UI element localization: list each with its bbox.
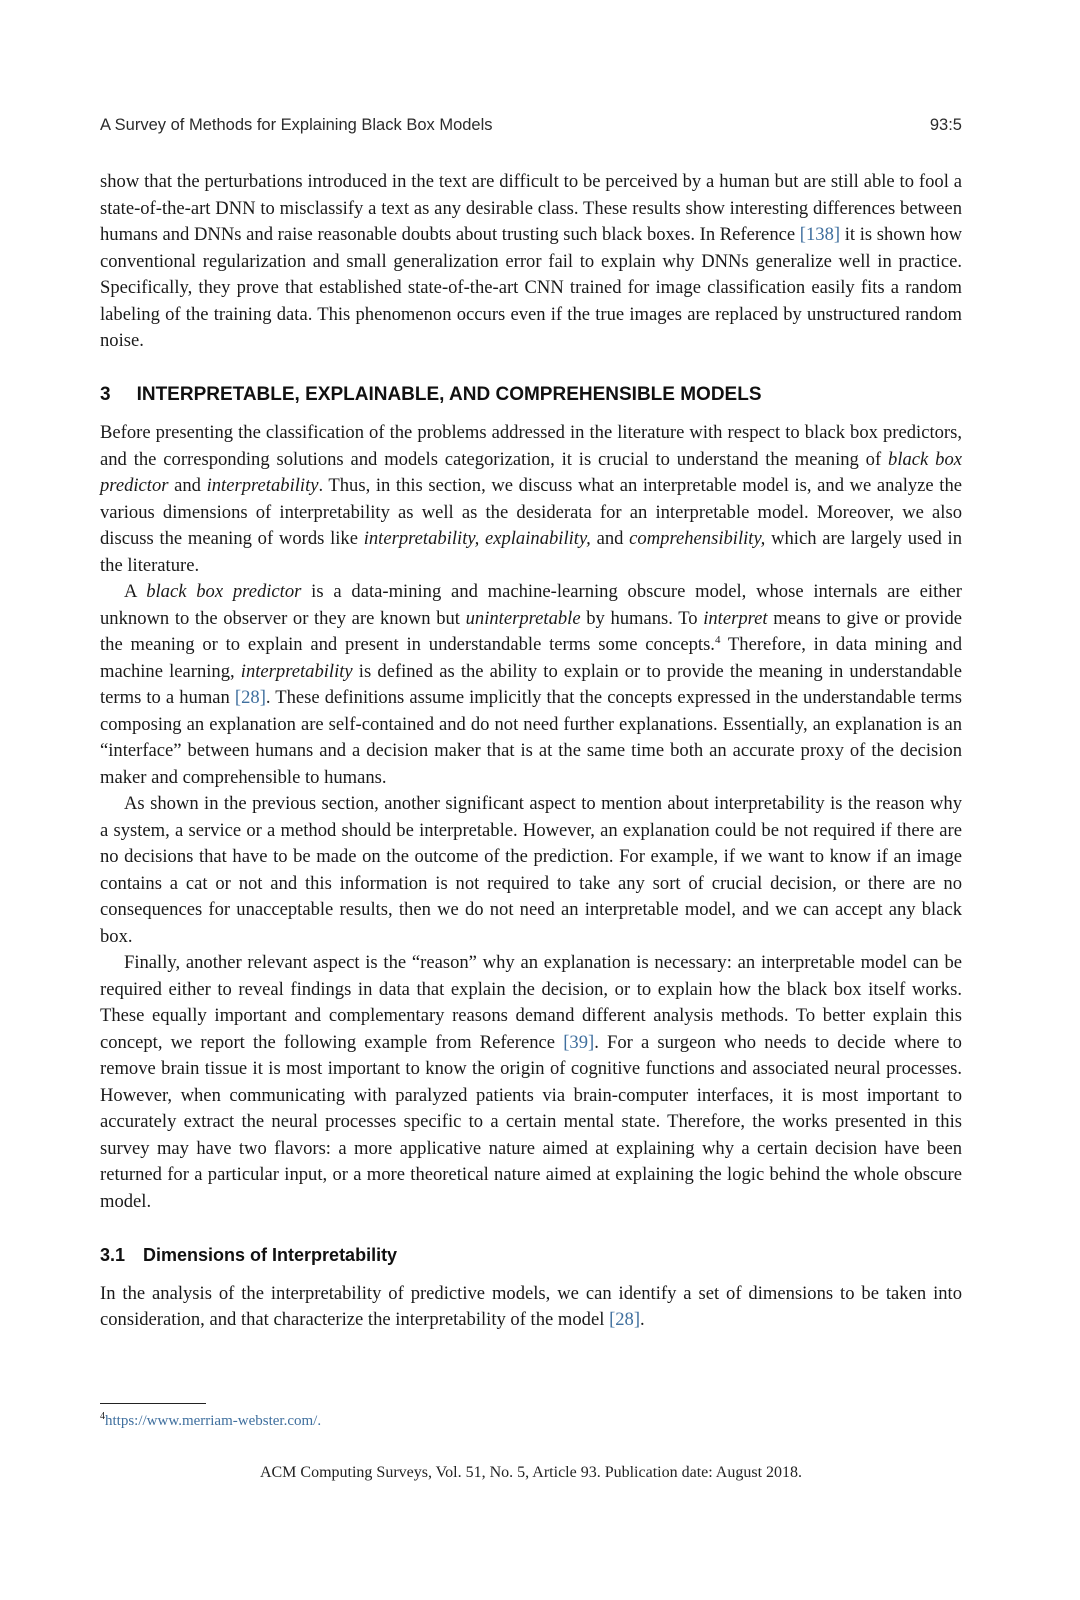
text-run: Before presenting the classification of the problems addressed in the literature with respect to black box predictors, and the corresponding solutions and models categorization, it is crucial to understand the meaning of [100, 422, 962, 470]
text-run: by humans. To [580, 607, 704, 629]
text-run: As shown in the previous section, another significant aspect to mention about interpretability is the reason why a system, a service or a method should be interpretable. However, an explanation could be not required if there are no decisions that have to be made on the outcome of the prediction. For example, if we want to know if an image contains a cat or not and this information is not required to take any sort of crucial decision, or there are no consequences for unacceptable results, then we do not need an interpretable model, and we can accept any black box. [100, 793, 962, 947]
paragraph [100, 950, 962, 1215]
text-run: . [640, 1309, 645, 1330]
section-number: 3.1 [100, 1245, 126, 1265]
text-run: . For a surgeon who needs to decide where to remove brain tissue it is most important to know the origin of cognitive functions and associated neural processes. However, when communicating with paralyzed patients via brain-computer interfaces, it is most important to accurately extract the neural processes specific to a certain mental state. Therefore, the works presented in this survey may have two flavors: a more applicative nature aimed at explaining why a certain decision have been returned for a particular input, or a more theoretical nature aimed at explaining the logic behind the whole obscure model. [100, 1031, 962, 1212]
text-run: means to give or provide the meaning or to explain and present in understandable terms some concepts. [100, 607, 962, 655]
emphasis-text: interpretability [206, 475, 319, 496]
subsection-heading [100, 1242, 962, 1269]
page-number: 93:5 [929, 116, 962, 134]
paragraph [100, 579, 962, 791]
text-run: and [590, 528, 630, 549]
footnote-block [100, 1395, 962, 1482]
text-run: it is shown how conventional regularization and small generalization error fail to explain why DNNs generalize well in practice. Specifically, they prove that established state-of-the-art CNN trained for image classification easily fits a random labeling of the training data. This phenomenon occurs even if the true images are replaced by unstructured random noise. [100, 224, 963, 351]
emphasis-text: uninterpretable [465, 607, 581, 629]
emphasis-text: interpret [703, 607, 768, 629]
footnote-reference[interactable]: 4 [714, 633, 721, 646]
text-run: show that the perturbations introduced in the text are difficult to be perceived by a human but are still able to fool a state-of-the-art DNN to misclassify a text as any desirable class. These results show interesting differences between humans and DNNs and raise reasonable doubts about trusting such black boxes. In Reference [100, 171, 962, 245]
emphasis-text: comprehensibility, [629, 528, 766, 549]
citation-link[interactable]: [28] [609, 1309, 641, 1330]
emphasis-text: black box predictor [100, 448, 962, 496]
running-title: A Survey of Methods for Explaining Black Box Models [100, 116, 493, 134]
section-title: INTERPRETABLE, EXPLAINABLE, AND COMPREHENSIBLE MODELS [136, 383, 762, 405]
paragraph [100, 169, 962, 355]
paragraph [100, 1281, 962, 1334]
page-content [100, 169, 962, 1334]
paragraph [100, 791, 962, 950]
footnote-url-link[interactable]: https://www.merriam-webster.com/. [105, 1413, 322, 1429]
footnote-rule [100, 1403, 206, 1404]
text-run: Finally, another relevant aspect is the “reason” why an explanation is necessary: an interpretable model can be required either to reveal findings in data that explain the decision, or to explain how the black box itself works. These equally important and complementary reasons demand different analysis methods. To better explain this concept, we report the following example from Reference [100, 952, 962, 1053]
text-run: is defined as the ability to explain or to provide the meaning in understandable terms to a human [100, 660, 962, 708]
text-run: which are largely used in the literature. [100, 528, 963, 576]
section-number: 3 [100, 383, 111, 405]
text-run: and [168, 475, 207, 496]
footnote [100, 1413, 962, 1430]
running-head [100, 116, 962, 135]
emphasis-text: interpretability, explainability, [363, 528, 591, 549]
text-run: Therefore, in data mining and machine learning, [100, 634, 962, 682]
text-run: In the analysis of the interpretability of predictive models, we can identify a set of dimensions to be taken into consideration, and that characterize the interpretability of the model [100, 1282, 962, 1330]
text-run: . Thus, in this section, we discuss what an interpretable model is, and we analyze the various dimensions of interpretability as well as the desiderata for an interpretable model. Moreover, we also discuss the meaning of words like [100, 475, 962, 549]
journal-footer: ACM Computing Surveys, Vol. 51, No. 5, Article 93. Publication date: August 2018. [259, 1464, 803, 1481]
citation-link[interactable]: [28] [234, 687, 266, 708]
footnote-marker: 4 [100, 1411, 105, 1422]
emphasis-text: black box predictor [146, 581, 302, 602]
text-run: . These definitions assume implicitly that the concepts expressed in the understandable terms composing an explanation are self-contained and do not need further explanations. Essentially, an explanation is an “interface” between humans and a decision maker that is at the same time both an accurate proxy of the decision maker and comprehensible to humans. [100, 687, 962, 788]
text-run: is a data-mining and machine-learning obscure model, whose internals are either unknown to the observer or they are known but [100, 581, 962, 629]
emphasis-text: interpretability [240, 660, 353, 682]
text-run: A [124, 581, 147, 602]
citation-link[interactable]: [138] [799, 224, 841, 245]
section-heading [100, 382, 962, 409]
section-title: Dimensions of Interpretability [143, 1245, 398, 1265]
citation-link[interactable]: [39] [563, 1031, 595, 1053]
paragraph [100, 420, 962, 579]
